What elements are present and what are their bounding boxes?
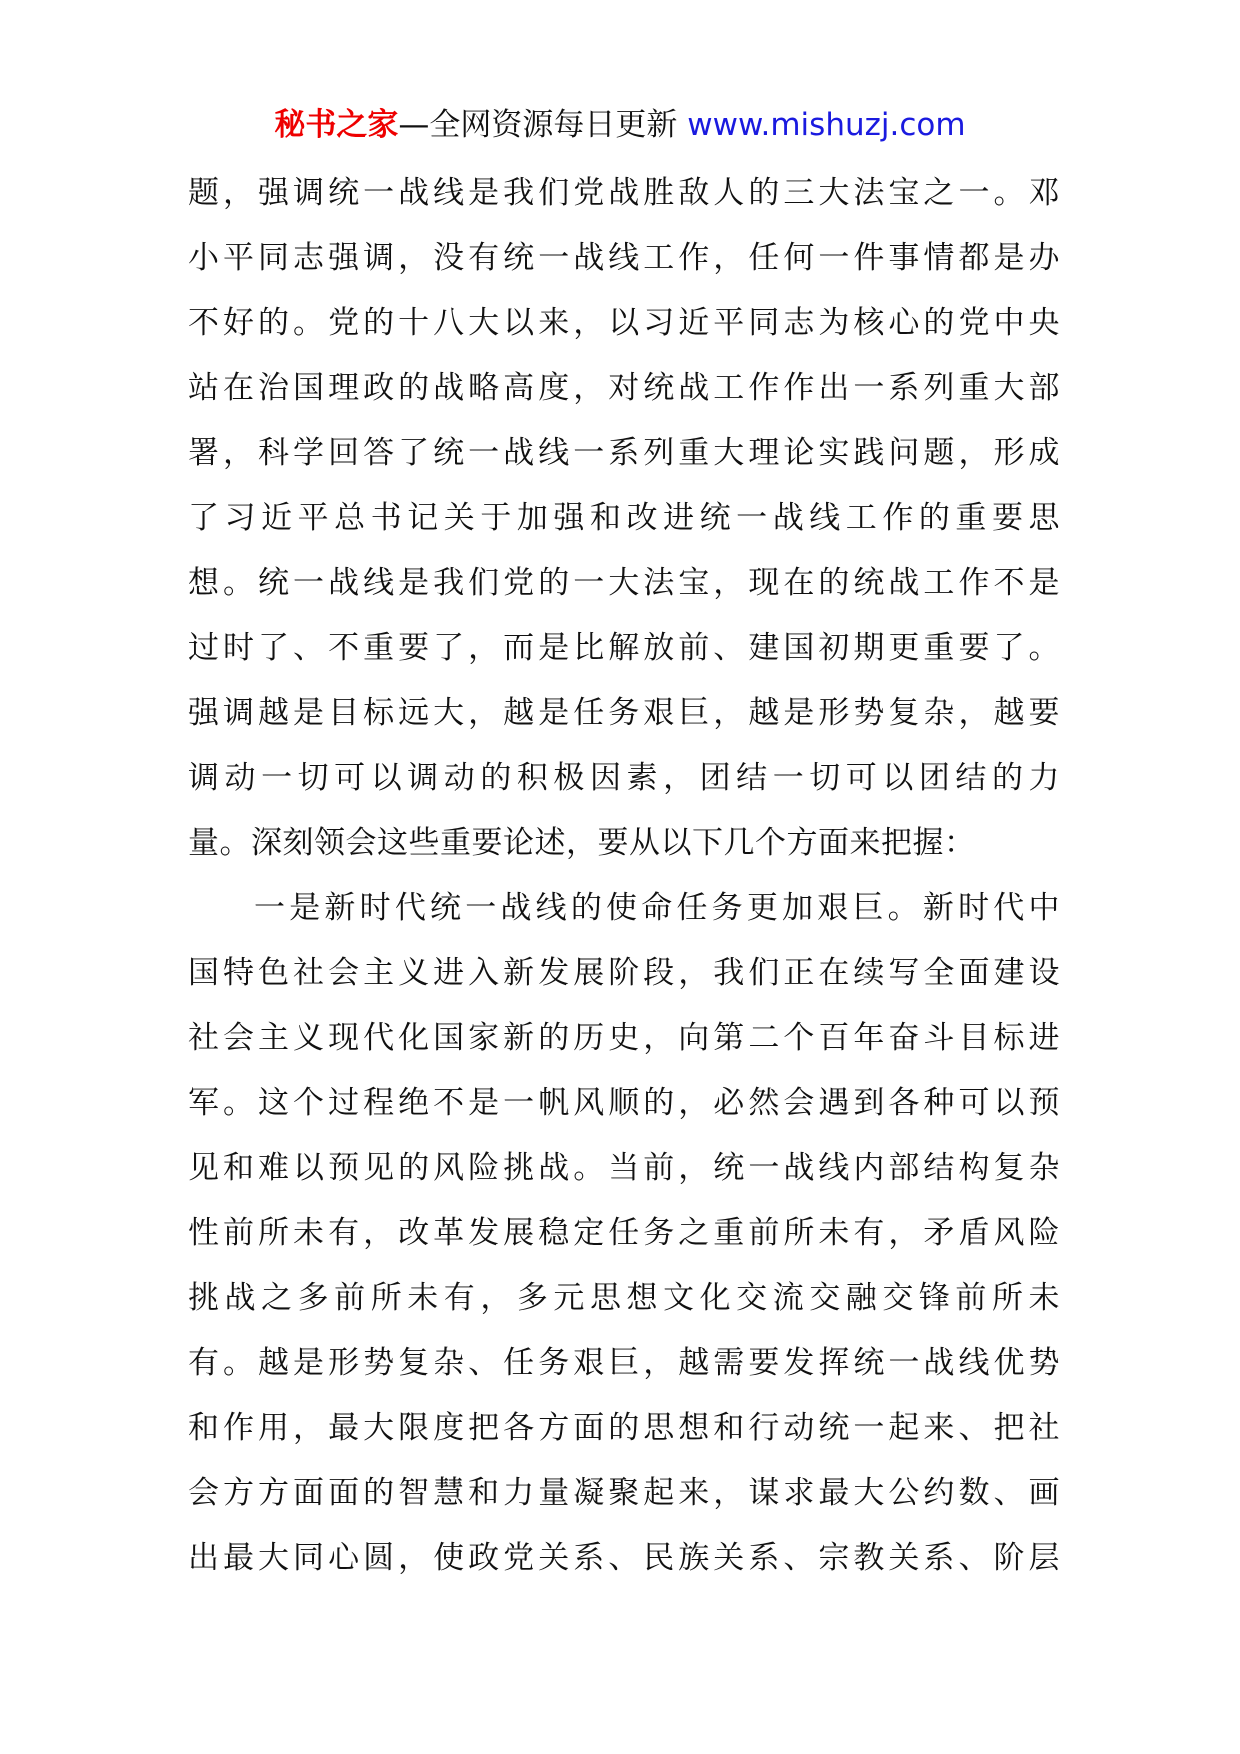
text-line: 和作用，最大限度把各方面的思想和行动统一起来、把社 (188, 1410, 1060, 1446)
text-line: 强调越是目标远大，越是任务艰巨，越是形势复杂，越要 (188, 695, 1060, 731)
header-tagline: —全网资源每日更新 (398, 107, 688, 143)
text-line: 署，科学回答了统一战线一系列重大理论实践问题，形成 (188, 435, 1060, 471)
brand-name: 秘书之家 (274, 107, 399, 143)
text-line: 不好的。党的十八大以来，以习近平同志为核心的党中央 (188, 305, 1060, 341)
site-url-link[interactable]: www.mishuzj.com (687, 107, 966, 143)
paragraph-start-line: 一是新时代统一战线的使命任务更加艰巨。新时代中 (254, 890, 1060, 926)
page-header (0, 104, 1240, 146)
paragraph-end-line: 量。深刻领会这些重要论述，要从以下几个方面来把握： (188, 825, 976, 861)
text-line: 会方方面面的智慧和力量凝聚起来，谋求最大公约数、画 (188, 1475, 1060, 1511)
text-line: 小平同志强调，没有统一战线工作，任何一件事情都是办 (188, 240, 1060, 276)
text-line: 出最大同心圆，使政党关系、民族关系、宗教关系、阶层 (188, 1540, 1060, 1576)
text-line: 了习近平总书记关于加强和改进统一战线工作的重要思 (188, 500, 1060, 536)
text-line: 性前所未有，改革发展稳定任务之重前所未有，矛盾风险 (188, 1215, 1060, 1251)
text-line: 站在治国理政的战略高度，对统战工作作出一系列重大部 (188, 370, 1060, 406)
text-line: 军。这个过程绝不是一帆风顺的，必然会遇到各种可以预 (188, 1085, 1060, 1121)
text-line: 题，强调统一战线是我们党战胜敌人的三大法宝之一。邓 (188, 175, 1060, 211)
text-line: 想。统一战线是我们党的一大法宝，现在的统战工作不是 (188, 565, 1060, 601)
text-line: 挑战之多前所未有，多元思想文化交流交融交锋前所未 (188, 1280, 1060, 1316)
document-body (188, 161, 1060, 1591)
text-line: 见和难以预见的风险挑战。当前，统一战线内部结构复杂 (188, 1150, 1060, 1186)
text-line: 国特色社会主义进入新发展阶段，我们正在续写全面建设 (188, 955, 1060, 991)
text-line: 过时了、不重要了，而是比解放前、建国初期更重要了。 (188, 630, 1060, 666)
text-line: 社会主义现代化国家新的历史，向第二个百年奋斗目标进 (188, 1020, 1060, 1056)
text-line: 调动一切可以调动的积极因素，团结一切可以团结的力 (188, 760, 1060, 796)
text-line: 有。越是形势复杂、任务艰巨，越需要发挥统一战线优势 (188, 1345, 1060, 1381)
